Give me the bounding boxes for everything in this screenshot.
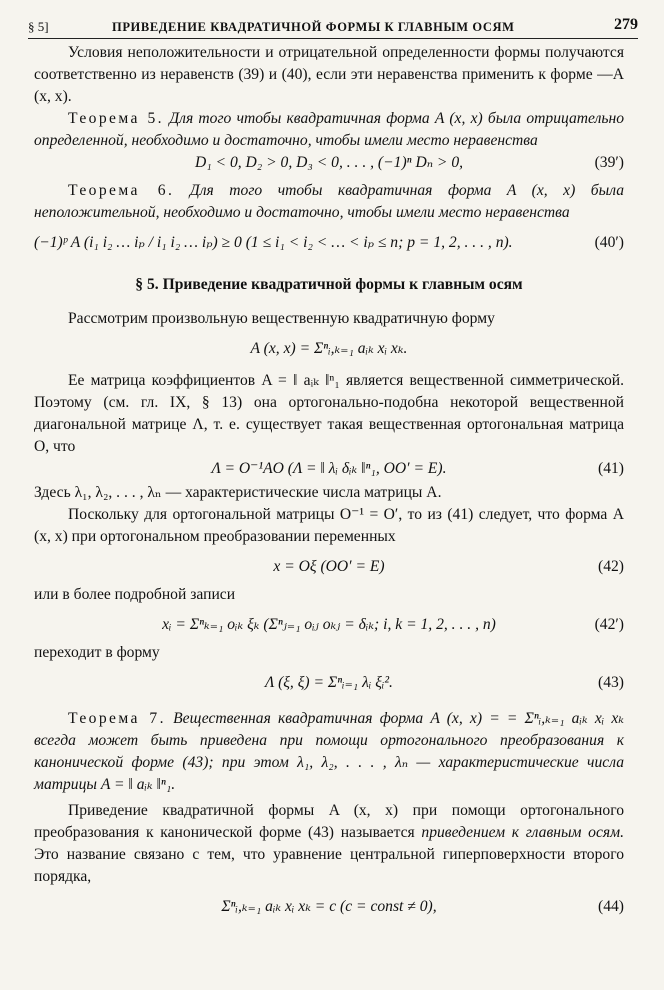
equation-43-number: (43)	[598, 674, 624, 691]
equation-42-number: (42)	[598, 558, 624, 575]
page-number: 279	[614, 16, 638, 33]
equation-39-prime	[34, 152, 624, 176]
paragraph-8	[34, 800, 624, 888]
theorem-6-label: Теорема 6.	[68, 182, 175, 199]
paragraph-3: Ее матрица коэффициентов A = ‖ aᵢₖ ‖ⁿ₁ является вещественной симметрической. Поэтому (см. гл. IX, § 13) она ортогонально-подобна некоторой вещественной диагональной матрице Λ, т. е. существует такая вещественная ортогональная матрица O, что	[34, 372, 624, 455]
equation-40-prime	[34, 224, 624, 260]
paragraph-5: Поскольку для ортогональной матрицы O⁻¹ = O′, то из (41) следует, что форма A (x, x) при ортогональном преобразовании переменных	[34, 506, 624, 545]
header-section: § 5]	[28, 19, 49, 34]
paragraph-4: Здесь λ₁, λ₂, . . . , λₙ — характеристические числа матрицы A.	[34, 484, 442, 501]
equation-43-formula: Λ (ξ, ξ) = Σⁿᵢ₌₁ λᵢ ξᵢ².	[265, 674, 393, 691]
paragraph-1: Условия неположительности и отрицательной определенности формы получаются соответственно из неравенств (39) и (40), если эти неравенства применить к форме —A (x, x).	[34, 44, 624, 105]
paragraph-8-part-a: Приведение квадратичной формы A (x, x) при помощи ортогонального преобразования к канонической форме (43) называется	[34, 802, 624, 841]
theorem-6-text: Для того чтобы квадратичная форма A (x, x) была неположительной, необходимо и достаточно, чтобы имели место неравенства	[34, 182, 624, 221]
theorem-6	[34, 180, 624, 224]
theorem-5-text: Для того чтобы квадратичная форма A (x, x) была отрицательно определенной, необходимо и достаточно, чтобы имели место неравенства	[34, 110, 624, 149]
equation-39-prime-formula: D₁ < 0, D₂ > 0, D₃ < 0, . . . , (−1)ⁿ Dₙ > 0,	[194, 154, 464, 171]
equation-41-formula: Λ = O⁻¹AO (Λ = ‖ λᵢ δᵢₖ ‖ⁿ₁, OO′ = E).	[211, 460, 447, 477]
equation-42-prime	[34, 606, 624, 642]
theorem-7-label: Теорема 7.	[68, 710, 166, 727]
equation-42-formula: x = Oξ (OO′ = E)	[273, 558, 385, 575]
theorem-7	[34, 708, 624, 796]
header-running-title: ПРИВЕДЕНИЕ КВАДРАТИЧНОЙ ФОРМЫ К ГЛАВНЫМ ОСЯМ	[112, 20, 515, 34]
equation-41	[34, 458, 624, 482]
equation-42-prime-number: (42′)	[594, 616, 624, 633]
equation-42	[34, 548, 624, 584]
equation-44	[34, 888, 624, 924]
equation-quadratic-form-formula: A (x, x) = Σⁿᵢ,ₖ₌₁ aᵢₖ xᵢ xₖ.	[250, 340, 408, 357]
paragraph-8-part-c: Это название связано с тем, что уравнение центральной гиперповерхности второго порядка,	[34, 846, 624, 885]
paragraph-8-term: приведением к главным осям.	[421, 824, 624, 841]
equation-43	[34, 664, 624, 700]
equation-44-formula: Σⁿᵢ,ₖ₌₁ aᵢₖ xᵢ xₖ = c (c = const ≠ 0),	[221, 898, 437, 915]
equation-44-number: (44)	[598, 898, 624, 915]
equation-40-prime-formula: (−1)ᵖ A (i₁ i₂ … iₚ / i₁ i₂ … iₚ) ≥ 0 (1 ≤ i₁ < i₂ < … < iₚ ≤ n; p = 1, 2, . . . , n).	[34, 234, 513, 251]
equation-40-prime-number: (40′)	[594, 234, 624, 251]
paragraph-2: Рассмотрим произвольную вещественную квадратичную форму	[68, 310, 495, 327]
page-body	[34, 36, 624, 924]
paragraph-6: или в более подробной записи	[34, 586, 236, 603]
section-title: § 5. Приведение квадратичной формы к главным осям	[135, 276, 523, 293]
theorem-5-label: Теорема 5.	[68, 110, 164, 127]
paragraph-7: переходит в форму	[34, 644, 160, 661]
theorem-7-text: Вещественная квадратичная форма A (x, x) = = Σⁿᵢ,ₖ₌₁ aᵢₖ xᵢ xₖ всегда может быть приведена при помощи ортогонального преобразования к канонической форме (43); при этом λ₁, λ₂, . . . , λₙ — характеристические числа матрицы A = ‖ aᵢₖ ‖ⁿ₁.	[34, 710, 624, 793]
theorem-5	[34, 108, 624, 152]
equation-39-prime-number: (39′)	[594, 154, 624, 171]
equation-42-prime-formula: xᵢ = Σⁿₖ₌₁ oᵢₖ ξₖ (Σⁿⱼ₌₁ oᵢⱼ oₖⱼ = δᵢₖ; i, k = 1, 2, . . . , n)	[162, 616, 496, 633]
equation-quadratic-form	[34, 330, 624, 366]
equation-41-number: (41)	[598, 460, 624, 477]
